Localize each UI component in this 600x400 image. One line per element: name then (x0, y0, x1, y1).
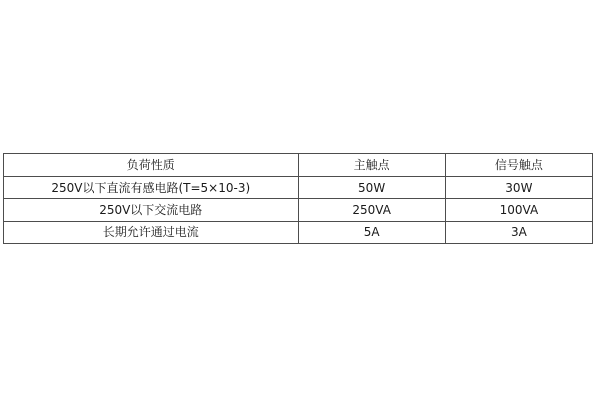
table-cell-signal-contact: 30W (446, 177, 593, 199)
table-cell-signal-contact: 100VA (446, 199, 593, 221)
table-cell-load-type: 长期允许通过电流 (4, 222, 299, 244)
table-cell-main-contact: 250VA (299, 199, 446, 221)
table-row (4, 177, 593, 199)
table-cell-load-type: 250V以下直流有感电路(T=5×10-3) (4, 177, 299, 199)
load-rating-table (3, 153, 593, 244)
table-row (4, 222, 593, 244)
table-header-row (4, 154, 593, 177)
table-cell-main-contact: 50W (299, 177, 446, 199)
table-cell-signal-contact: 3A (446, 222, 593, 244)
table-row (4, 199, 593, 221)
column-header-load-type: 负荷性质 (4, 154, 299, 177)
column-header-main-contact: 主触点 (299, 154, 446, 177)
table-cell-load-type: 250V以下交流电路 (4, 199, 299, 221)
table-cell-main-contact: 5A (299, 222, 446, 244)
column-header-signal-contact: 信号触点 (446, 154, 593, 177)
